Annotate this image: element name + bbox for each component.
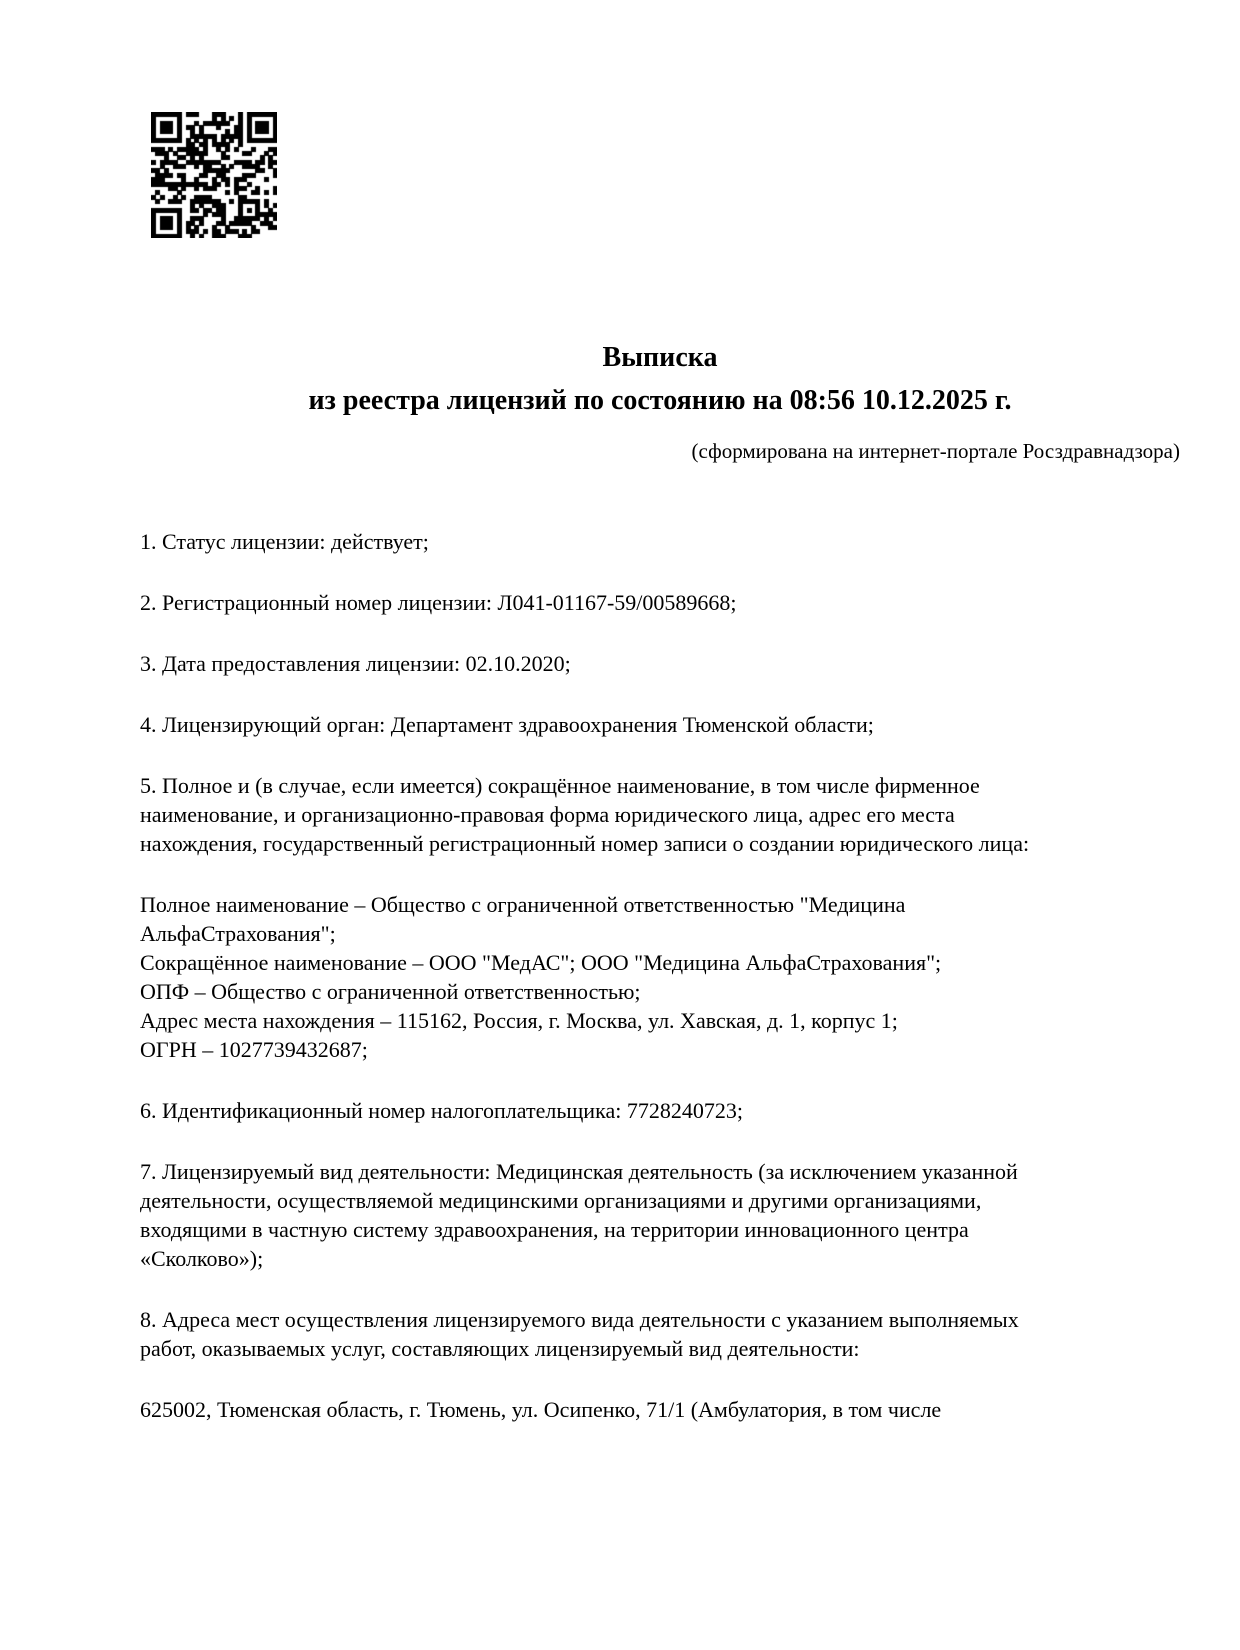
document-line: наименование, и организационно-правовая форма юридического лица, адрес его места <box>140 802 955 827</box>
document-line: Полное наименование – Общество с ограниченной ответственностью "Медицина <box>140 892 906 917</box>
document-line: 7. Лицензируемый вид деятельности: Медицинская деятельность (за исключением указанной <box>140 1159 1018 1184</box>
document-line: входящими в частную систему здравоохранения, на территории инновационного центра <box>140 1217 969 1242</box>
document-title <box>140 336 1180 422</box>
para-entity-heading <box>140 771 1180 858</box>
document-line: работ, оказываемых услуг, составляющих лицензируемый вид деятельности: <box>140 1336 860 1361</box>
document-line: ОПФ – Общество с ограниченной ответственностью; <box>140 979 641 1004</box>
document-line: 5. Полное и (в случае, если имеется) сокращённое наименование, в том числе фирменное <box>140 773 980 798</box>
document-line: «Сколково»); <box>140 1246 264 1271</box>
document-line: нахождения, государственный регистрационный номер записи о создании юридического лица: <box>140 831 1030 856</box>
document-line: 625002, Тюменская область, г. Тюмень, ул. Осипенко, 71/1 (Амбулатория, в том числе <box>140 1397 942 1422</box>
document-line: 6. Идентификационный номер налогоплательщика: 7728240723; <box>140 1098 743 1123</box>
document-content <box>140 336 1180 1456</box>
document-line: 2. Регистрационный номер лицензии: Л041-01167-59/00589668; <box>140 590 737 615</box>
para-registration-number <box>140 588 1180 617</box>
title-line-1: Выписка <box>602 342 718 373</box>
para-entity-details <box>140 890 1180 1064</box>
title-line-2: из реестра лицензий по состоянию на 08:56 10.12.2025 г. <box>308 385 1012 416</box>
document-line: Сокращённое наименование – ООО "МедАС"; ООО "Медицина АльфаСтрахования"; <box>140 950 942 975</box>
para-addresses-heading <box>140 1305 1180 1363</box>
document-subtitle: (сформирована на интернет-портале Росздравнадзора) <box>691 439 1180 463</box>
document-line: 1. Статус лицензии: действует; <box>140 529 429 554</box>
document-body <box>140 527 1180 1424</box>
document-line: 8. Адреса мест осуществления лицензируемого вида деятельности с указанием выполняемых <box>140 1307 1019 1332</box>
para-address-1 <box>140 1395 1180 1424</box>
document-line: ОГРН – 1027739432687; <box>140 1037 368 1062</box>
document-line: 4. Лицензирующий орган: Департамент здравоохранения Тюменской области; <box>140 712 874 737</box>
qr-code-icon <box>151 112 277 238</box>
para-license-status <box>140 527 1180 556</box>
para-licensing-authority <box>140 710 1180 739</box>
document-line: АльфаСтрахования"; <box>140 921 336 946</box>
para-taxpayer-number <box>140 1096 1180 1125</box>
document-line: Адрес места нахождения – 115162, Россия, г. Москва, ул. Хавская, д. 1, корпус 1; <box>140 1008 898 1033</box>
document-line: деятельности, осуществляемой медицинскими организациями и другими организациями, <box>140 1188 982 1213</box>
para-activity-type <box>140 1157 1180 1273</box>
para-grant-date <box>140 649 1180 678</box>
document-line: 3. Дата предоставления лицензии: 02.10.2020; <box>140 651 571 676</box>
